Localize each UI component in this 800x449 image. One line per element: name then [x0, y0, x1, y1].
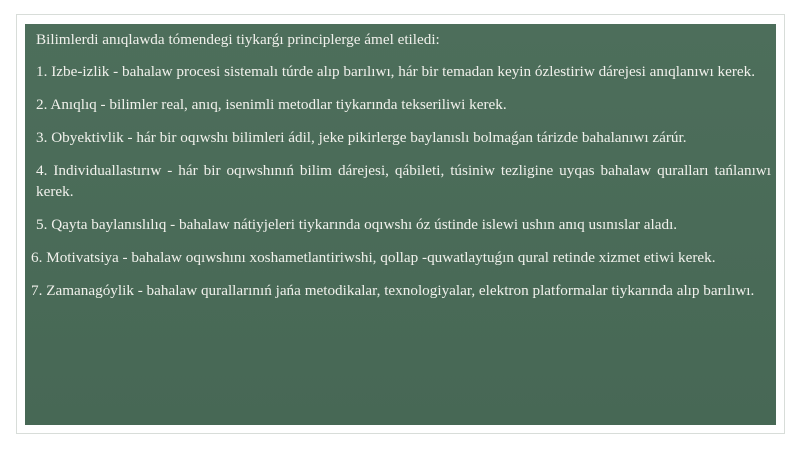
- principle-item-3: 3. Obyektivlik - hár bir oqıwshı bilimleri ádil, jeke pikirlerge baylanıslı bolmaǵan tárizde bahalanıwı zárúr.: [36, 129, 687, 146]
- principle-item-1: 1. Izbe-izlik - bahalaw procesi sistemalı túrde alıp barılıwı, hár bir temadan keyin ózlestiriw dárejesi anıqlanıwı kerek.: [36, 63, 756, 80]
- heading-text: Bilimlerdi anıqlawda tómendegi tiykarǵı principlerge ámel etiledi:: [36, 31, 440, 48]
- principle-item-7: 7. Zamanagóylik - bahalaw qurallarınıń jańa metodikalar, texnologiyalar, elektron platformalar tiykarında alıp barılıwı.: [31, 282, 755, 299]
- principle-item-6: 6. Motivatsiya - bahalaw oqıwshını xoshametlantiriwshi, qollap -quwatlaytuǵın qural retinde xizmet etiwi kerek.: [31, 249, 716, 266]
- principle-item-5: 5. Qayta baylanıslılıq - bahalaw nátiyjeleri tiykarında oqıwshı óz ústinde islewi ushın anıq usınıslar aladı.: [36, 216, 678, 233]
- chalkboard-panel: [25, 24, 776, 425]
- principle-item-2: 2. Anıqlıq - bilimler real, anıq, isenimli metodlar tiykarında tekseriliwi kerek.: [36, 96, 507, 113]
- principle-item-4: 4. Individuallastırıw - hár bir oqıwshınıń bilim dárejesi, qábileti, túsiniw tezligine uyqas bahalaw quralları tańlanıwı kerek.: [36, 162, 771, 200]
